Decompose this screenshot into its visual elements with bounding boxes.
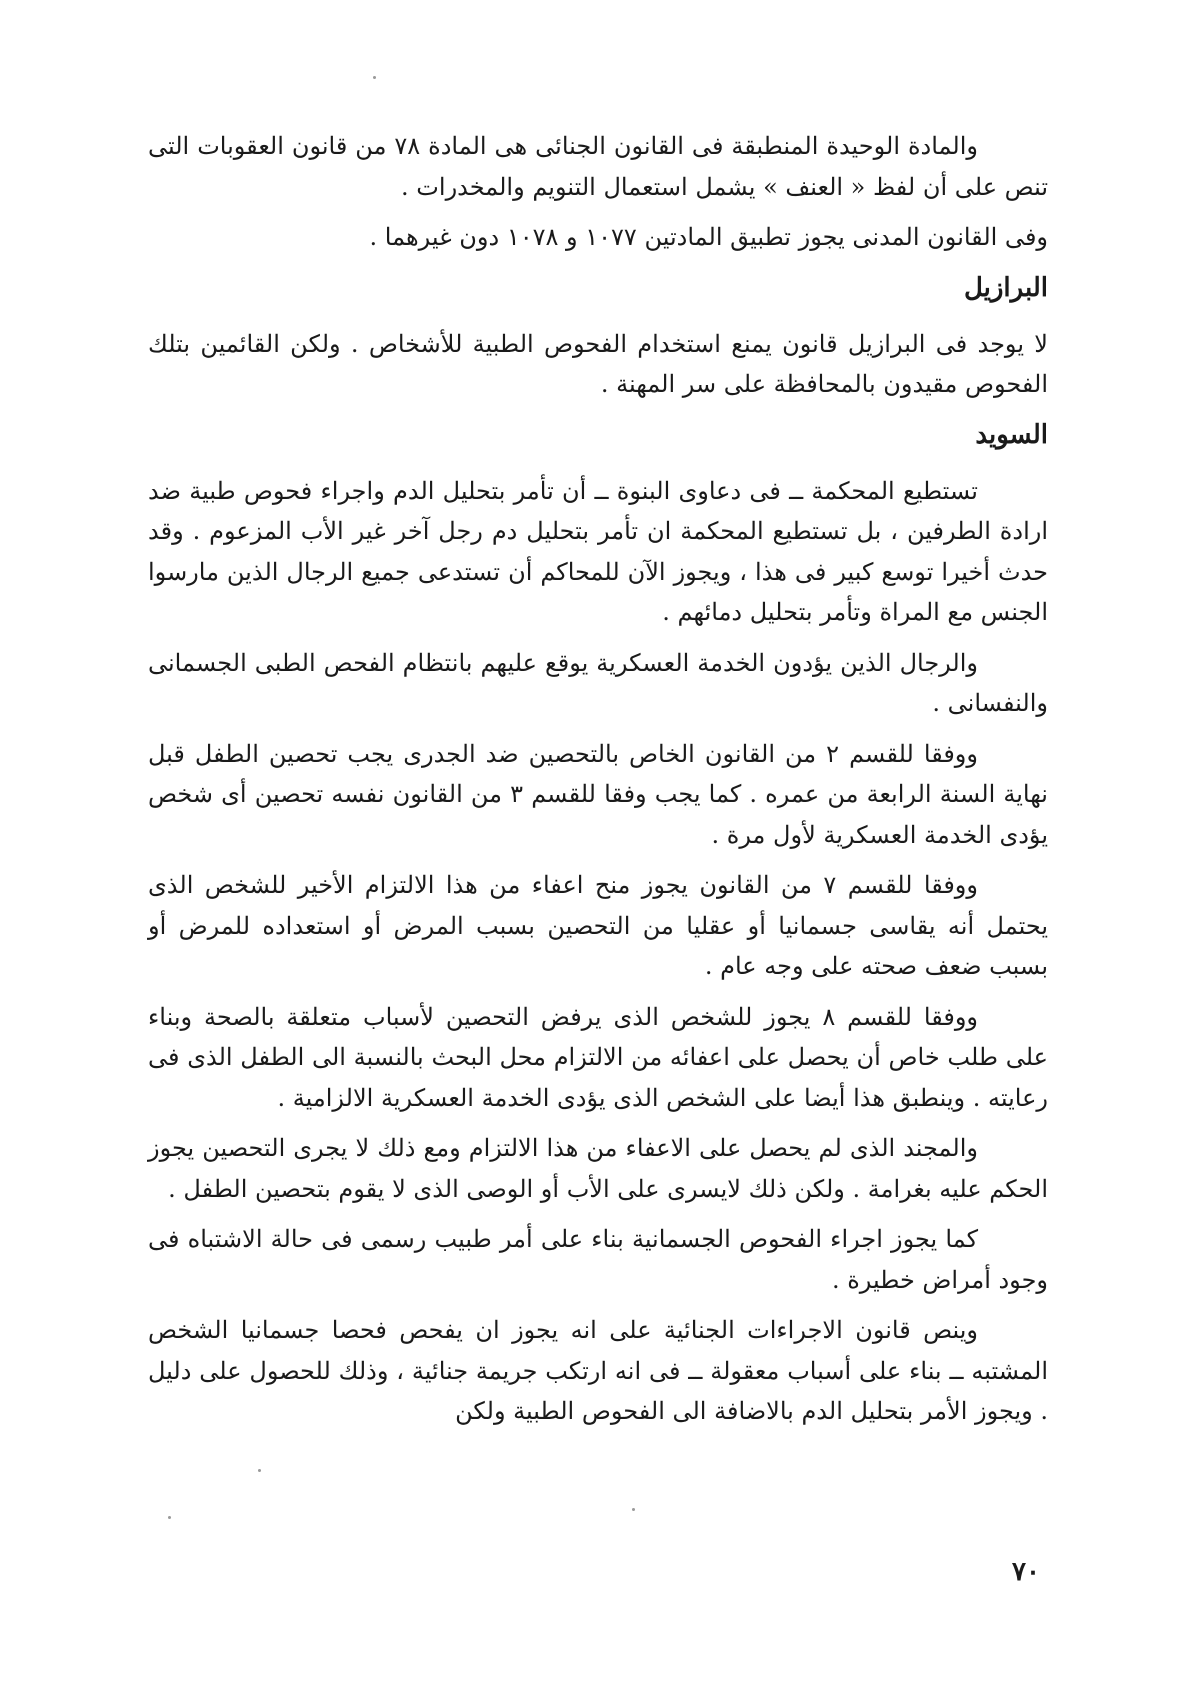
scan-speck xyxy=(373,76,376,79)
paragraph-sweden-8: وينص قانون الاجراءات الجنائية على انه يجوز ان يفحص فحصا جسمانيا الشخص المشتبه ــ بناء على أسباب معقولة ــ فى انه ارتكب جريمة جنائية ، وذلك للحصول على دليل . ويجوز الأمر بتحليل الدم بالاضافة الى الفحوص الطبية ولكن xyxy=(148,1316,1048,1425)
paragraph-sweden-4: ووفقا للقسم ٧ من القانون يجوز منح اعفاء من هذا الالتزام الأخير للشخص الذى يحتمل أنه يقاسى جسمانيا أو عقليا من التحصين بسبب المرض أو استعداده للمرض أو بسبب ضعف صحته على وجه عام . xyxy=(148,871,1048,980)
section-heading-sweden: السويد xyxy=(975,419,1048,450)
body-text xyxy=(148,126,1048,1442)
scan-speck xyxy=(168,1516,171,1519)
paragraph-sweden-3: ووفقا للقسم ٢ من القانون الخاص بالتحصين ضد الجدرى يجب تحصين الطفل قبل نهاية السنة الرابعة من عمره . كما يجب وفقا للقسم ٣ من القانون نفسه تحصين أى شخص يؤدى الخدمة العسكرية لأول مرة . xyxy=(148,739,1048,849)
paragraph-sweden-5: ووفقا للقسم ٨ يجوز للشخص الذى يرفض التحصين لأسباب متعلقة بالصحة وبناء على طلب خاص أن يحصل على اعفائه من الالتزام محل البحث بالنسبة الى الطفل الذى فى رعايته . وينطبق هذا أيضا على الشخص الذى يؤدى الخدمة العسكرية الالزامية . xyxy=(148,1002,1048,1112)
scan-speck xyxy=(632,1508,635,1511)
paragraph-sweden-6: والمجند الذى لم يحصل على الاعفاء من هذا الالتزام ومع ذلك لا يجرى التحصين يجوز الحكم عليه بغرامة . ولكن ذلك لايسرى على الأب أو الوصى الذى لا يقوم بتحصين الطفل . xyxy=(148,1134,1048,1203)
page-number: ٧٠ xyxy=(1012,1557,1040,1587)
paragraph-sweden-1: تستطيع المحكمة ــ فى دعاوى البنوة ــ أن تأمر بتحليل الدم واجراء فحوص طبية ضد ارادة الطرفين ، بل تستطيع المحكمة ان تأمر بتحليل دم رجل آخر غير الأب المزعوم . وقد حدث أخيرا توسع كبير فى هذا ، ويجوز الآن للمحاكم أن تستدعى جميع الرجال الذين مارسوا الجنس مع المراة وتأمر بتحليل دمائهم . xyxy=(148,476,1048,626)
paragraph-intro-2: وفى القانون المدنى يجوز تطبيق المادتين ١٠٧٧ و ١٠٧٨ دون غيرهما . xyxy=(369,223,1048,251)
paragraph-brazil-1: لا يوجد فى البرازيل قانون يمنع استخدام الفحوص الطبية للأشخاص . ولكن القائمين بتلك الفحوص مقيدون بالمحافظة على سر المهنة . xyxy=(148,329,1048,398)
paragraph-sweden-2: والرجال الذين يؤدون الخدمة العسكرية يوقع عليهم بانتظام الفحص الطبى الجسمانى والنفسانى . xyxy=(148,648,1048,717)
paragraph-intro-1: والمادة الوحيدة المنطبقة فى القانون الجنائى هى المادة ٧٨ من قانون العقوبات التى تنص على أن لفظ « العنف » يشمل استعمال التنويم والمخدرات . xyxy=(148,132,1048,201)
section-heading-brazil: البرازيل xyxy=(963,272,1048,303)
paragraph-sweden-7: كما يجوز اجراء الفحوص الجسمانية بناء على أمر طبيب رسمى فى حالة الاشتباه فى وجود أمراض خطيرة . xyxy=(148,1225,1048,1294)
scan-speck xyxy=(258,1469,261,1472)
